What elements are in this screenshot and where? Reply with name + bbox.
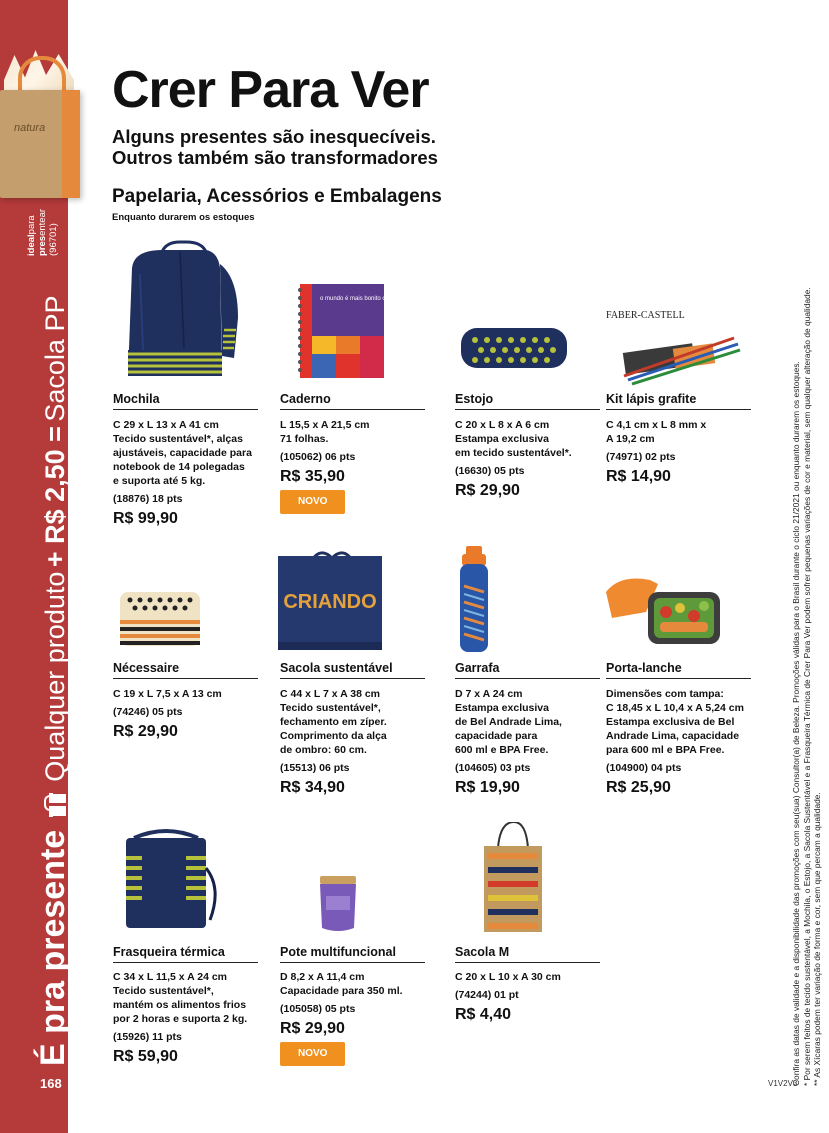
product-name-sacola-sustentavel: Sacola sustentável [280,661,425,679]
product-desc-sacola-sustentavel: C 44 x L 7 x A 38 cm Tecido sustentável*, fechamento em zíper. Comprimento da alça de ombro: 60 cm. (15513) 06 pts R$ 34,90 [280,687,430,795]
product-desc-necessaire: C 19 x L 7,5 x A 13 cm (74246) 05 pts R$ 29,90 [113,687,263,739]
price-garrafa: R$ 19,90 [455,779,520,796]
gift-icon [44,794,66,816]
product-name-mochila: Mochila [113,392,258,410]
price-pote: R$ 29,90 [280,1020,345,1037]
offer-bold: + R$ 2,50 = [40,426,70,568]
gift-headline: É pra presente [34,829,72,1066]
product-desc-caderno: L 15,5 x A 21,5 cm 71 folhas. (105062) 06 pts R$ 35,90 NOVO [280,418,430,514]
price-sacola-sustentavel: R$ 34,90 [280,779,345,796]
pencil-kit-image [604,296,754,436]
gift-offer-banner [34,296,73,1066]
price-mochila: R$ 99,90 [113,510,178,527]
section-title: Papelaria, Acessórios e Embalagens [112,186,442,207]
gift-bag-image [0,50,90,200]
product-name-estojo: Estojo [455,392,600,410]
tote-print-text: CRIANDO [283,591,377,613]
faber-castell-logo: FABER-CASTELL [606,310,685,321]
price-frasqueira: R$ 59,90 [113,1048,178,1065]
price-estojo: R$ 29,90 [455,482,520,499]
product-name-caderno: Caderno [280,392,425,410]
legal-disclaimer: Confira as datas de validade e a disponibilidade das promoções com seu(sua) Consultor(a) de Beleza. Promoções válidas para o Brasil durante o ciclo 21/2021 ou enquanto durarem os estoques. * Por serem feitos de tecido sustentável, a Mochila, o Estojo, a Sacola Sustentável e a Frasqueira Térmica de Crer Para Ver podem sofrer pequenas variações de cor e material, sem qualquer alteração de qualidade. ** As Xícaras podem ter variação de forma e cor, sem que percam a qualidade. [791,287,822,1086]
price-porta-lanche: R$ 25,90 [606,779,671,796]
version-code: V1V2V3 [768,1079,798,1088]
product-name-kit-lapis: Kit lápis grafite [606,392,751,410]
bag-logo: natura [14,122,46,134]
price-sacola-m: R$ 4,40 [455,1006,512,1023]
page-title: Crer Para Ver [112,61,429,119]
product-desc-garrafa: D 7 x A 24 cm Estampa exclusiva de Bel Andrade Lima, capacidade para 600 ml e BPA Free. (104605) 03 pts R$ 19,90 [455,687,605,795]
product-desc-mochila: C 29 x L 13 x A 41 cm Tecido sustentável*, alças ajustáveis, capacidade para notebook de 14 polegadas e suporta até 5 kg. (18876) 18 pts R$ 99,90 [113,418,263,526]
offer-light: Qualquer produto [40,571,70,782]
page-number: 168 [40,1076,62,1091]
page-subtitle: Alguns presentes são inesquecíveis. Outros também são transformadores [112,126,438,168]
product-name-pote: Pote multifuncional [280,945,425,963]
product-desc-frasqueira: C 34 x L 11,5 x A 24 cm Tecido sustentável*, mantém os alimentos frios por 2 horas e suporta 2 kg. (15926) 11 pts R$ 59,90 [113,970,263,1064]
product-name-sacola-m: Sacola M [455,945,600,963]
ideal-para-presentear: idealpara presentear (96701) [26,208,59,256]
backpack-image [110,238,260,378]
price-kit-lapis: R$ 14,90 [606,468,671,485]
product-name-frasqueira: Frasqueira térmica [113,945,258,963]
product-desc-estojo: C 20 x L 8 x A 6 cm Estampa exclusiva em tecido sustentável*. (16630) 05 pts R$ 29,90 [455,418,605,498]
product-name-necessaire: Nécessaire [113,661,258,679]
badge-novo: NOVO [280,490,345,514]
offer-end: Sacola PP [40,295,70,422]
bag-stripe [62,90,80,198]
product-desc-porta-lanche: Dimensões com tampa: C 18,45 x L 10,4 x A 5,24 cm Estampa exclusiva de Bel Andrade Lima, capacidade para 600 ml e BPA Free. (104900) 04 pts R$ 25,90 [606,687,756,795]
product-desc-pote: D 8,2 x A 11,4 cm Capacidade para 350 ml. (105058) 05 pts R$ 29,90 NOVO [280,970,430,1066]
product-desc-sacola-m: C 20 x L 10 x A 30 cm (74244) 01 pt R$ 4,40 [455,970,605,1022]
price-necessaire: R$ 29,90 [113,723,178,740]
product-name-porta-lanche: Porta-lanche [606,661,751,679]
stock-note: Enquanto durarem os estoques [112,212,255,223]
paper-bag-image [476,822,626,962]
price-caderno: R$ 35,90 [280,468,345,485]
product-name-garrafa: Garrafa [455,661,600,679]
notebook-cover-text: o mundo é mais bonito com você. [320,296,410,302]
product-desc-kit-lapis: C 4,1 cm x L 8 mm x A 19,2 cm (74971) 02 pts R$ 14,90 [606,418,756,484]
badge-novo: NOVO [280,1042,345,1066]
